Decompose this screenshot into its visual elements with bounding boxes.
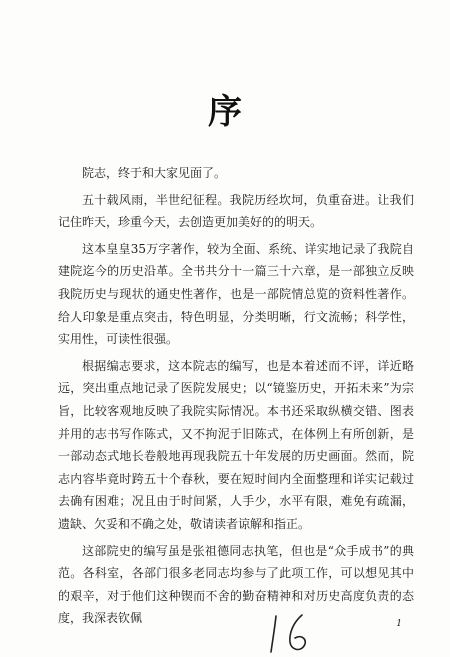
page-number: 1 [396, 619, 402, 629]
preface-body [58, 162, 414, 634]
handwritten-page-mark [262, 612, 322, 654]
page-title: 序 [208, 92, 242, 132]
paragraph: 院志，终于和大家见面了。 [82, 166, 227, 180]
paragraph: 五十载风雨，半世纪征程。我院历经坎坷，负重奋进。让我们记住昨天，珍重今天，去创造更加美好的的明天。 [58, 192, 414, 230]
paragraph: 这部院史的编写虽是张祖德同志执笔，但也是“众手成书”的典范。各科室，各部门很多老同志均参与了此项工作，可以想见其中的艰辛，对于他们这种锲而不舍的勤奋精神和对历史高度负责的态度，我深表钦佩 [58, 543, 414, 626]
paragraph: 这本皇皇35万字著作，较为全面、系统、详实地记录了我院自建院迄今的历史沿革。全书共分十一篇三十六章，是一部独立反映我院历史与现状的通史性著作，也是一部院情总览的资料性著作。给人印象是重点突击，特色明显，分类明晰，行文流畅；科学性，实用性，可读性很强。 [58, 241, 414, 347]
paragraph: 根据编志要求，这本院志的编写，也是本着述而不评，详近略远，突出重点地记录了医院发展史；以“镜鉴历史，开拓未来”为宗旨，比较客观地反映了我院实际情况。本书还采取纵横交错、图表并用的志书写作陈式，又不拘泥于旧陈式，在体例上有所创新，是一部动态式地长卷般地再现我院五十年发展的历史画面。然而，院志内容毕竟时跨五十个春秋，要在短时间内全面整理和详实记载过去确有困难；况且由于时间紧，人手少，水平有限，难免有疏漏，遗缺、欠妥和不确之处，敬请读者谅解和指正。 [58, 358, 414, 531]
